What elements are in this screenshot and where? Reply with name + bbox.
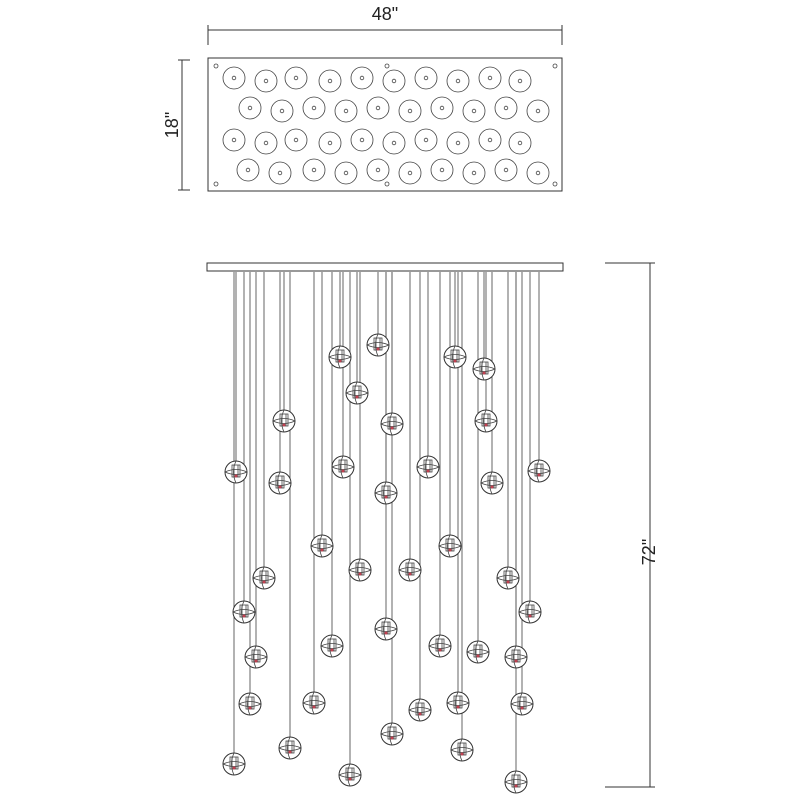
glass-orb-pendant — [253, 567, 275, 589]
glass-orb-pendant — [444, 346, 466, 368]
glass-orb-pendant — [346, 382, 368, 404]
canopy-bar — [207, 263, 563, 271]
width-dimension — [208, 4, 562, 45]
glass-orb-pendant — [481, 472, 503, 494]
glass-orb-pendant — [399, 559, 421, 581]
glass-orb-pendant — [233, 601, 255, 623]
canopy-plate — [208, 58, 562, 191]
glass-orb-pendant — [223, 753, 245, 775]
glass-orb-pendant — [505, 771, 527, 793]
glass-orb-pendant — [409, 699, 431, 721]
elevation-view — [207, 263, 659, 793]
glass-orb-pendant — [381, 413, 403, 435]
glass-orb-pendant — [439, 535, 461, 557]
glass-orb-pendant — [279, 737, 301, 759]
glass-orb-pendant — [339, 764, 361, 786]
glass-orb-pendant — [349, 559, 371, 581]
pendants — [223, 334, 550, 793]
glass-orb-pendant — [429, 635, 451, 657]
glass-orb-pendant — [239, 693, 261, 715]
width-label: 48" — [371, 4, 399, 24]
depth-label: 18" — [162, 111, 182, 139]
depth-dimension — [162, 60, 190, 190]
glass-orb-pendant — [473, 358, 495, 380]
glass-orb-pendant — [321, 635, 343, 657]
glass-orb-pendant — [505, 646, 527, 668]
glass-orb-pendant — [375, 482, 397, 504]
height-label: 72" — [639, 538, 659, 566]
glass-orb-pendant — [311, 535, 333, 557]
height-dimension — [605, 263, 659, 787]
glass-orb-pendant — [303, 692, 325, 714]
glass-orb-pendant — [519, 601, 541, 623]
glass-orb-pendant — [269, 472, 291, 494]
glass-orb-pendant — [245, 646, 267, 668]
glass-orb-pendant — [329, 346, 351, 368]
glass-orb-pendant — [332, 456, 354, 478]
glass-orb-pendant — [273, 410, 295, 432]
glass-orb-pendant — [497, 567, 519, 589]
glass-orb-pendant — [417, 456, 439, 478]
glass-orb-pendant — [225, 461, 247, 483]
glass-orb-pendant — [375, 618, 397, 640]
glass-orb-pendant — [447, 692, 469, 714]
canopy-plan-view — [162, 4, 562, 191]
glass-orb-pendant — [528, 460, 550, 482]
glass-orb-pendant — [511, 693, 533, 715]
glass-orb-pendant — [367, 334, 389, 356]
glass-orb-pendant — [475, 410, 497, 432]
glass-orb-pendant — [467, 641, 489, 663]
glass-orb-pendant — [451, 739, 473, 761]
glass-orb-pendant — [381, 723, 403, 745]
